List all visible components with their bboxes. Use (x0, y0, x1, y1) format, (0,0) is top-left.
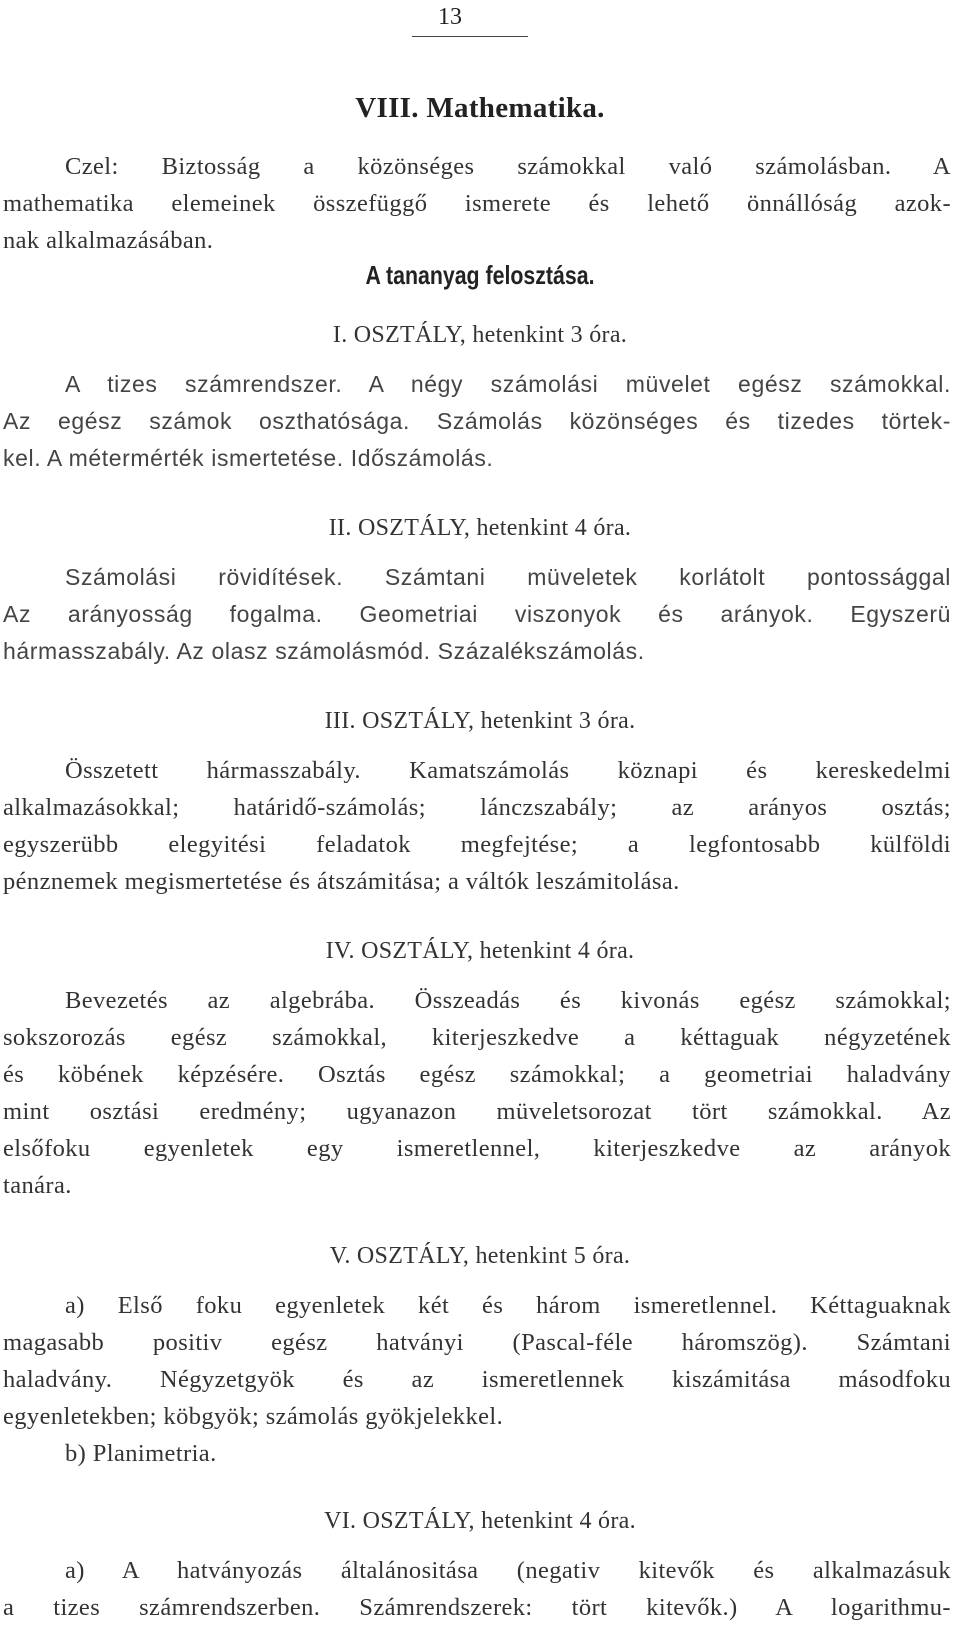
text-line: magasabb positiv egész hatványi (Pascal-féle háromszög). Számtani (3, 1329, 951, 1356)
text-line: Az arányosság fogalma. Geometriai viszonyok és arányok. Egyszerü (3, 601, 951, 627)
text-line: pénznemek megismertetése és átszámitása; a váltók leszámitolása. (3, 868, 680, 895)
text-line: mathematika elemeinek összefüggő ismerete és lehető önnállóság azok- (3, 190, 951, 217)
text-line: sokszorozás egész számokkal, kiterjeszkedve a kéttaguak négyzetének (3, 1024, 951, 1051)
text-line: A tizes számrendszer. A négy számolási müvelet egész számokkal. (65, 371, 951, 397)
section-subtitle: A tananyag felosztása. (365, 260, 595, 290)
text-line: haladvány. Négyzetgyök és az ismeretlennek kiszámitása másodfoku (3, 1366, 951, 1393)
text-line: a) Első foku egyenletek két és három ismeretlennel. Kéttaguaknak (65, 1292, 951, 1319)
text-line: tanára. (3, 1172, 72, 1199)
text-line: hármasszabály. Az olasz számolásmód. Százalékszámolás. (3, 638, 645, 664)
class-heading-1: I. OSZTÁLY, hetenkint 3 óra. (332, 322, 628, 348)
class-4-paragraph (3, 982, 951, 1204)
page-number-rule (412, 36, 528, 37)
text-line: elsőfoku egyenletek egy ismeretlennel, kiterjeszkedve az arányok (3, 1135, 951, 1162)
text-line: kel. A métermérték ismertetése. Időszámolás. (3, 445, 494, 471)
text-line: a) A hatványozás általánositása (negativ kitevők és alkalmazásuk (65, 1557, 951, 1584)
chapter-title: VIII. Mathematika. (355, 92, 605, 124)
text-line: b) Planimetria. (65, 1440, 217, 1467)
text-line: alkalmazásokkal; határidő-számolás; lánczszabály; az arányos osztás; (3, 794, 951, 821)
intro-paragraph (3, 148, 951, 259)
page-number: 13 (438, 4, 462, 30)
text-line: nak alkalmazásában. (3, 227, 214, 254)
class-5-paragraph (3, 1287, 951, 1472)
class-2-paragraph (3, 559, 951, 670)
class-6-paragraph (3, 1552, 951, 1626)
text-line: Összetett hármasszabály. Kamatszámolás köznapi és kereskedelmi (65, 757, 951, 784)
text-line: és köbének képzésére. Osztás egész számokkal; a geometriai haladvány (3, 1061, 951, 1088)
text-line: Az egész számok oszthatósága. Számolás közönséges és tizedes törtek- (3, 408, 951, 434)
class-heading-4: IV. OSZTÁLY, hetenkint 4 óra. (325, 938, 635, 964)
class-3-paragraph (3, 752, 951, 900)
text-line: a tizes számrendszerben. Számrendszerek: tört kitevők.) A logarithmu- (3, 1594, 951, 1621)
class-heading-6: VI. OSZTÁLY, hetenkint 4 óra. (324, 1508, 636, 1534)
text-line: egyenletekben; köbgyök; számolás gyökjelekkel. (3, 1403, 504, 1430)
class-heading-3: III. OSZTÁLY, hetenkint 3 óra. (324, 708, 636, 734)
text-line: Czel: Biztosság a közönséges számokkal való számolásban. A (65, 153, 951, 180)
text-line: egyszerübb elegyitési feladatok megfejtése; a legfontosabb külföldi (3, 831, 951, 858)
class-1-paragraph (3, 366, 951, 477)
class-heading-5: V. OSZTÁLY, hetenkint 5 óra. (329, 1243, 631, 1269)
class-heading-2: II. OSZTÁLY, hetenkint 4 óra. (328, 515, 632, 541)
text-line: Bevezetés az algebrába. Összeadás és kivonás egész számokkal; (65, 987, 951, 1014)
text-line: Számolási rövidítések. Számtani müveletek korlátolt pontossággal (65, 564, 951, 590)
text-line: mint osztási eredmény; ugyanazon müveletsorozat tört számokkal. Az (3, 1098, 951, 1125)
